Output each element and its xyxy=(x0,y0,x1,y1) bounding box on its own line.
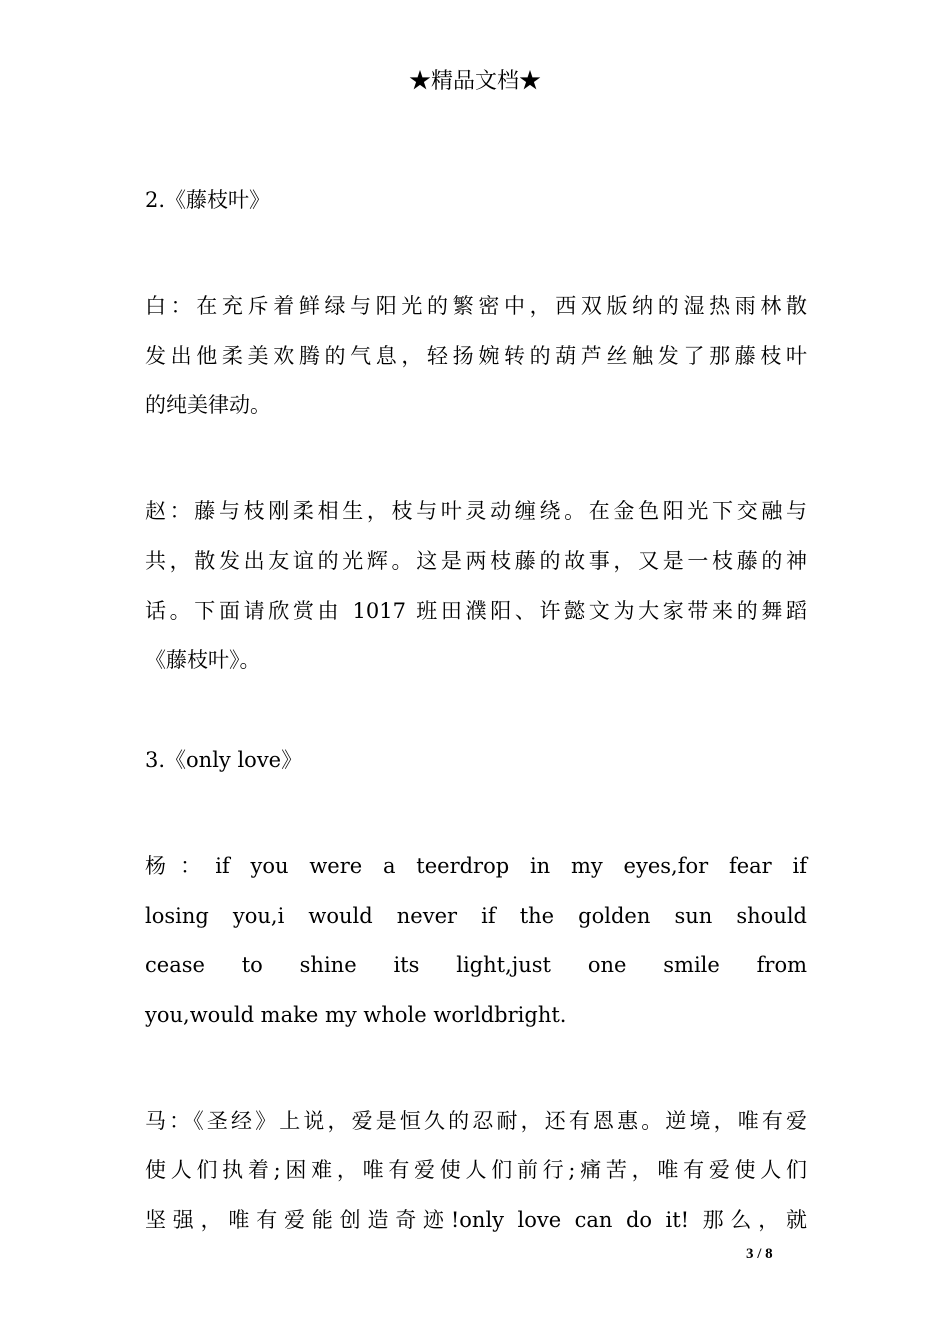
document-body xyxy=(145,182,807,1246)
paragraph-zhao xyxy=(145,487,807,686)
page-header: ★精品文档★ xyxy=(408,69,541,94)
text-line: losing you,i would never if the golden sun should xyxy=(145,903,807,928)
text-line: 发出他柔美欢腾的气息，轻扬婉转的葫芦丝触发了那藤枝叶 xyxy=(145,343,807,368)
page-number: 3 / 8 xyxy=(746,1246,773,1262)
text-line: you,would make my whole worldbright. xyxy=(145,1003,567,1028)
text-line: 共，散发出友谊的光辉。这是两枝藤的故事，又是一枝藤的神 xyxy=(145,548,807,573)
section-heading: 2.《藤枝叶》 xyxy=(145,188,271,212)
text-line: cease to shine its light,just one smile from xyxy=(145,953,807,978)
text-line: 坚强，唯有爱能创造奇迹!only love can do it! 那么，就 xyxy=(145,1208,807,1233)
section-heading: 3.《only love》 xyxy=(145,747,303,772)
text-line: 白：在充斥着鲜绿与阳光的繁密中，西双版纳的湿热雨林散 xyxy=(145,294,807,318)
paragraph-ma xyxy=(145,1097,807,1246)
text-line: 杨：if you were a teerdrop in my eyes,for fear if xyxy=(145,853,807,878)
text-line: 赵：藤与枝刚柔相生，枝与叶灵动缠绕。在金色阳光下交融与 xyxy=(145,499,807,524)
paragraph-yang xyxy=(145,842,807,1041)
text-line: 《藤枝叶》。 xyxy=(145,648,261,673)
paragraph-bai xyxy=(145,282,807,431)
text-line: 使人们执着;困难，唯有爱使人们前行;痛苦，唯有爱使人们 xyxy=(145,1158,807,1183)
text-line: 的纯美律动。 xyxy=(145,393,271,418)
text-line: 马：《圣经》上说，爱是恒久的忍耐，还有恩惠。逆境，唯有爱 xyxy=(145,1108,807,1133)
text-line: 话。下面请欣赏由 1017 班田濮阳、许懿文为大家带来的舞蹈 xyxy=(145,598,807,623)
